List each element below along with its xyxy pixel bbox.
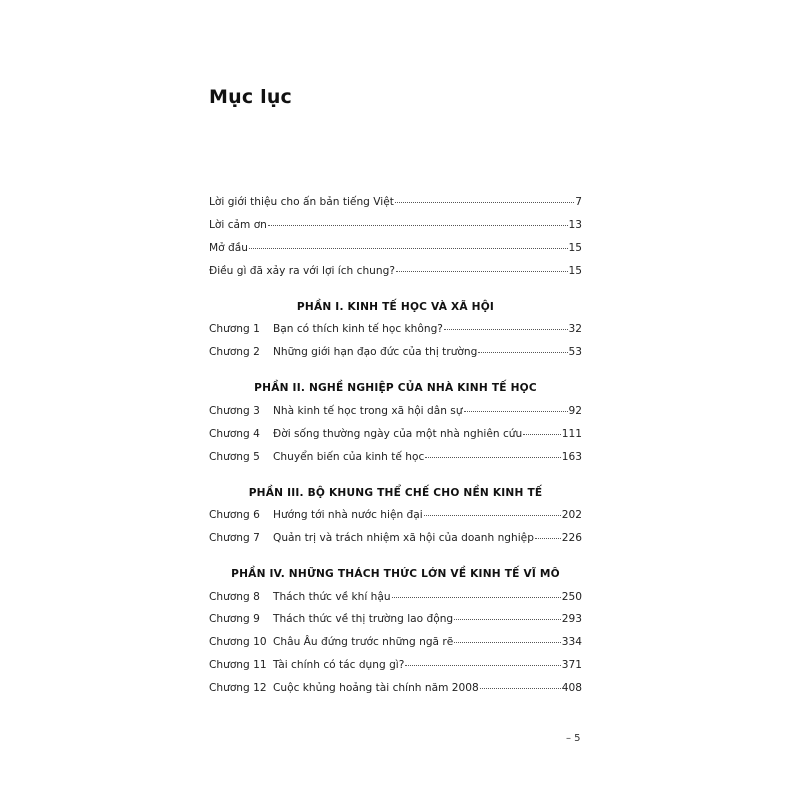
chapter-label: Chương 12 <box>209 682 267 694</box>
chapter-page: 202 <box>561 509 582 521</box>
chapter-page: 371 <box>561 659 582 671</box>
toc-chapter-4[interactable] <box>209 428 582 444</box>
toc-chapter-7[interactable] <box>209 532 582 548</box>
toc-chapter-12[interactable] <box>209 682 582 698</box>
chapter-page: 92 <box>568 405 582 417</box>
dot-leader <box>444 329 568 330</box>
dot-leader <box>454 619 561 620</box>
chapter-label: Chương 9 <box>209 613 260 625</box>
chapter-label: Chương 7 <box>209 532 260 544</box>
dot-leader <box>396 271 568 272</box>
dot-leader <box>464 411 568 412</box>
page-number: – 5 <box>566 733 581 744</box>
toc-chapter-2[interactable] <box>209 346 582 362</box>
chapter-title: Nhà kinh tế học trong xã hội dân sự <box>273 405 463 417</box>
toc-entry-introduction[interactable] <box>209 196 582 212</box>
toc-chapter-6[interactable] <box>209 509 582 525</box>
chapter-label: Chương 5 <box>209 451 260 463</box>
chapter-title: Thách thức về thị trường lao động <box>273 613 454 625</box>
chapter-label: Chương 10 <box>209 636 267 648</box>
toc-entry-page: 7 <box>575 196 582 208</box>
toc-chapter-3[interactable] <box>209 405 582 421</box>
dot-leader <box>268 225 568 226</box>
dot-leader <box>405 665 560 666</box>
part-heading-4[interactable]: PHẦN IV. NHỮNG THÁCH THỨC LỚN VỀ KINH TẾ VĨ MÔ <box>231 568 560 580</box>
toc-chapter-11[interactable] <box>209 659 582 675</box>
toc-entry-preface[interactable] <box>209 242 582 258</box>
chapter-label: Chương 4 <box>209 428 260 440</box>
part-heading-3[interactable]: PHẦN III. BỘ KHUNG THỂ CHẾ CHO NỀN KINH TẾ <box>248 487 543 499</box>
toc-entry-title: Lời giới thiệu cho ấn bản tiếng Việt <box>209 196 394 208</box>
chapter-label: Chương 11 <box>209 659 267 671</box>
chapter-page: 250 <box>561 591 582 603</box>
chapter-title: Hướng tới nhà nước hiện đại <box>273 509 423 521</box>
chapter-page: 408 <box>561 682 582 694</box>
dot-leader <box>478 352 567 353</box>
toc-entry-page: 13 <box>568 219 582 231</box>
chapter-page: 53 <box>568 346 582 358</box>
dot-leader <box>424 515 561 516</box>
chapter-page: 293 <box>561 613 582 625</box>
part-heading-1[interactable]: PHẦN I. KINH TẾ HỌC VÀ XÃ HỘI <box>296 301 495 313</box>
chapter-label: Chương 8 <box>209 591 260 603</box>
chapter-title: Châu Âu đứng trước những ngã rẽ <box>273 636 454 648</box>
toc-chapter-10[interactable] <box>209 636 582 652</box>
toc-chapter-8[interactable] <box>209 591 582 607</box>
toc-chapter-5[interactable] <box>209 451 582 467</box>
chapter-title: Đời sống thường ngày của một nhà nghiên cứu <box>273 428 523 440</box>
chapter-label: Chương 2 <box>209 346 260 358</box>
toc-chapter-9[interactable] <box>209 613 582 629</box>
dot-leader <box>454 642 560 643</box>
chapter-page: 163 <box>561 451 582 463</box>
dot-leader <box>523 434 561 435</box>
toc-entry-common-good[interactable] <box>209 265 582 281</box>
toc-entry-page: 15 <box>568 242 582 254</box>
toc-entry-acknowledgements[interactable] <box>209 219 582 235</box>
toc-entry-page: 15 <box>568 265 582 277</box>
page-title: Mục lục <box>209 86 293 108</box>
dot-leader <box>395 202 574 203</box>
dot-leader <box>480 688 561 689</box>
chapter-page: 32 <box>568 323 582 335</box>
chapter-page: 111 <box>561 428 582 440</box>
chapter-title: Chuyển biến của kinh tế học <box>273 451 425 463</box>
dot-leader <box>425 457 560 458</box>
chapter-label: Chương 1 <box>209 323 260 335</box>
dot-leader <box>392 597 561 598</box>
toc-entry-title: Điều gì đã xảy ra với lợi ích chung? <box>209 265 395 277</box>
dot-leader <box>535 538 561 539</box>
chapter-title: Những giới hạn đạo đức của thị trường <box>273 346 478 358</box>
part-heading-2[interactable]: PHẦN II. NGHỀ NGHIỆP CỦA NHÀ KINH TẾ HỌC <box>254 382 537 394</box>
toc-entry-title: Mở đầu <box>209 242 248 254</box>
chapter-title: Cuộc khủng hoảng tài chính năm 2008 <box>273 682 479 694</box>
chapter-page: 226 <box>561 532 582 544</box>
chapter-title: Tài chính có tác dụng gì? <box>273 659 405 671</box>
chapter-title: Thách thức về khí hậu <box>273 591 391 603</box>
chapter-title: Quản trị và trách nhiệm xã hội của doanh nghiệp <box>273 532 534 544</box>
toc-chapter-1[interactable] <box>209 323 582 339</box>
chapter-label: Chương 3 <box>209 405 260 417</box>
chapter-title: Bạn có thích kinh tế học không? <box>273 323 443 335</box>
toc-entry-title: Lời cảm ơn <box>209 219 267 231</box>
chapter-label: Chương 6 <box>209 509 260 521</box>
dot-leader <box>249 248 568 249</box>
chapter-page: 334 <box>561 636 582 648</box>
